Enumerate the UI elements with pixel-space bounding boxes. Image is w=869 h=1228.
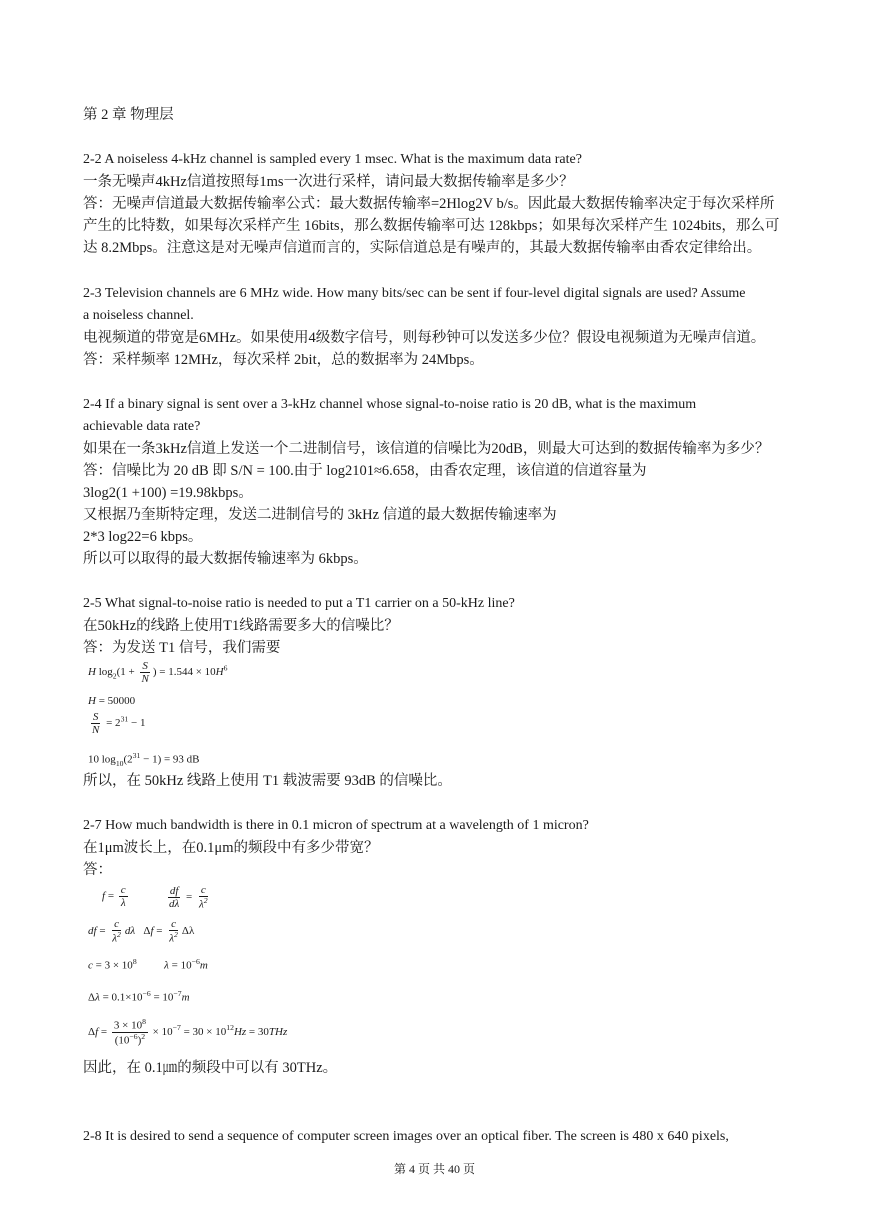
question-2-7-chinese: 在1μm波长上，在0.1μm的频段中有多少带宽？ <box>83 840 379 856</box>
answer-2-4-line-2: 3log2(1 +100) =19.98kbps。 <box>83 485 253 501</box>
equation-h-value: H = 50000 <box>88 695 136 707</box>
answer-2-2-line-1: 答：无噪声信道最大数据传输率公式：最大数据传输率=2Hlog2V b/s。因此最大数据传输率决定于每次采样所 <box>83 196 775 212</box>
question-2-3-english-2: a noiseless channel. <box>83 308 194 323</box>
answer-2-5-line-1: 答：为发送 T1 信号，我们需要 <box>83 640 281 656</box>
equation-shannon-t1: H $\log_2(1$ + $\frac{S}{N}$ ) = $1.544 \times 10H^6$ <box>88 660 228 686</box>
question-2-2-chinese: 一条无噪声4kHz信道按照每1ms一次进行采样，请问最大数据传输率是多少？ <box>83 174 574 190</box>
question-2-4-english-1: 2-4 If a binary signal is sent over a 3-kHz channel whose signal-to-noise ratio is 20 dB, what is the maximum <box>83 397 697 412</box>
question-2-3-chinese: 电视频道的带宽是6MHz。如果使用4级数字信号，则每秒钟可以发送多少位？假设电视频道为无噪声信道。 <box>83 330 766 346</box>
answer-2-2-line-3: 达 8.2Mbps。注意这是对无噪声信道而言的，实际信道总是有噪声的，其最大数据传输率由香农定律给出。 <box>83 240 762 256</box>
answer-2-4-line-1: 答：信噪比为 20 dB 即 S/N = 100.由于 log2101≈6.658，由香农定理，该信道的信道容量为 <box>83 463 647 479</box>
chapter-title: 第 2 章 物理层 <box>83 107 174 123</box>
equation-frequency: f = $\frac{c}{\lambda}$ <box>102 884 126 910</box>
answer-2-3-line-1: 答：采样频率 12MHz，每次采样 2bit，总的数据率为 24Mbps。 <box>83 352 484 368</box>
equation-differential: df = $\frac{c}{\lambda^2}$ dλ Δf = $\frac{c}{\lambda^2}$ Δλ <box>88 918 195 945</box>
answer-2-7-conclusion: 因此，在 0.1㎛的频段中可以有 30THz。 <box>83 1060 338 1076</box>
answer-2-5-conclusion: 所以，在 50kHz 线路上使用 T1 载波需要 93dB 的信噪比。 <box>83 773 452 789</box>
question-2-5-english: 2-5 What signal-to-noise ratio is needed to put a T1 carrier on a 50-kHz line? <box>83 596 515 611</box>
equation-constants: $c = 3 \times 10^8$ $\lambda = 10^{-6}m$ <box>88 957 208 972</box>
equation-derivative: $\frac{df}{d\lambda}$ = $\frac{c}{\lambda^2}$ <box>169 884 208 911</box>
answer-2-4-line-5: 所以可以取得的最大数据传输速率为 6kbps。 <box>83 551 368 567</box>
equation-delta-lambda: $\Delta\lambda = 0.1\times 10^{-6} = 10^{-7}m$ <box>88 989 190 1004</box>
answer-2-4-line-3: 又根据乃奎斯特定理，发送二进制信号的 3kHz 信道的最大数据传输速率为 <box>83 507 557 523</box>
answer-2-2-line-2: 产生的比特数，如果每次采样产生 16bits，那么数据传输率可达 128kbps；如果每次采样产生 1024bits，那么可 <box>83 218 780 234</box>
equation-snr-db: 10 $\log_{10}(2^{31} - 1) = 93$ dB <box>88 751 200 768</box>
answer-2-7-line-1: 答： <box>83 862 112 878</box>
page-footer: 第 4 页 共 40 页 <box>393 1162 475 1176</box>
question-2-7-english: 2-7 How much bandwidth is there in 0.1 micron of spectrum at a wavelength of 1 micron? <box>83 818 589 833</box>
question-2-4-chinese: 如果在一条3kHz信道上发送一个二进制信号，该信道的信噪比为20dB，则最大可达到的数据传输率为多少？ <box>83 441 770 457</box>
equation-snr-ratio: $\frac{S}{N}$ = $2^{31} - 1$ <box>92 711 146 737</box>
question-2-4-english-2: achievable data rate? <box>83 419 201 434</box>
question-2-5-chinese: 在50kHz的线路上使用T1线路需要多大的信噪比？ <box>83 618 399 634</box>
answer-2-4-line-4: 2*3 log22=6 kbps。 <box>83 529 203 545</box>
equation-bandwidth: Δf = $\frac{3 \times 10^8}{(10^{-6})^2}$ × $10^{-7} = 30 \times 10^{12}Hz = 30THz$ <box>88 1017 288 1047</box>
question-2-8-english: 2-8 It is desired to send a sequence of computer screen images over an optical fiber. The screen is 480 x 640 pixels, <box>83 1129 729 1144</box>
question-2-3-english-1: 2-3 Television channels are 6 MHz wide. How many bits/sec can be sent if four-level digital signals are used? Assume <box>83 286 746 301</box>
question-2-2-english: 2-2 A noiseless 4-kHz channel is sampled every 1 msec. What is the maximum data rate? <box>83 152 582 167</box>
